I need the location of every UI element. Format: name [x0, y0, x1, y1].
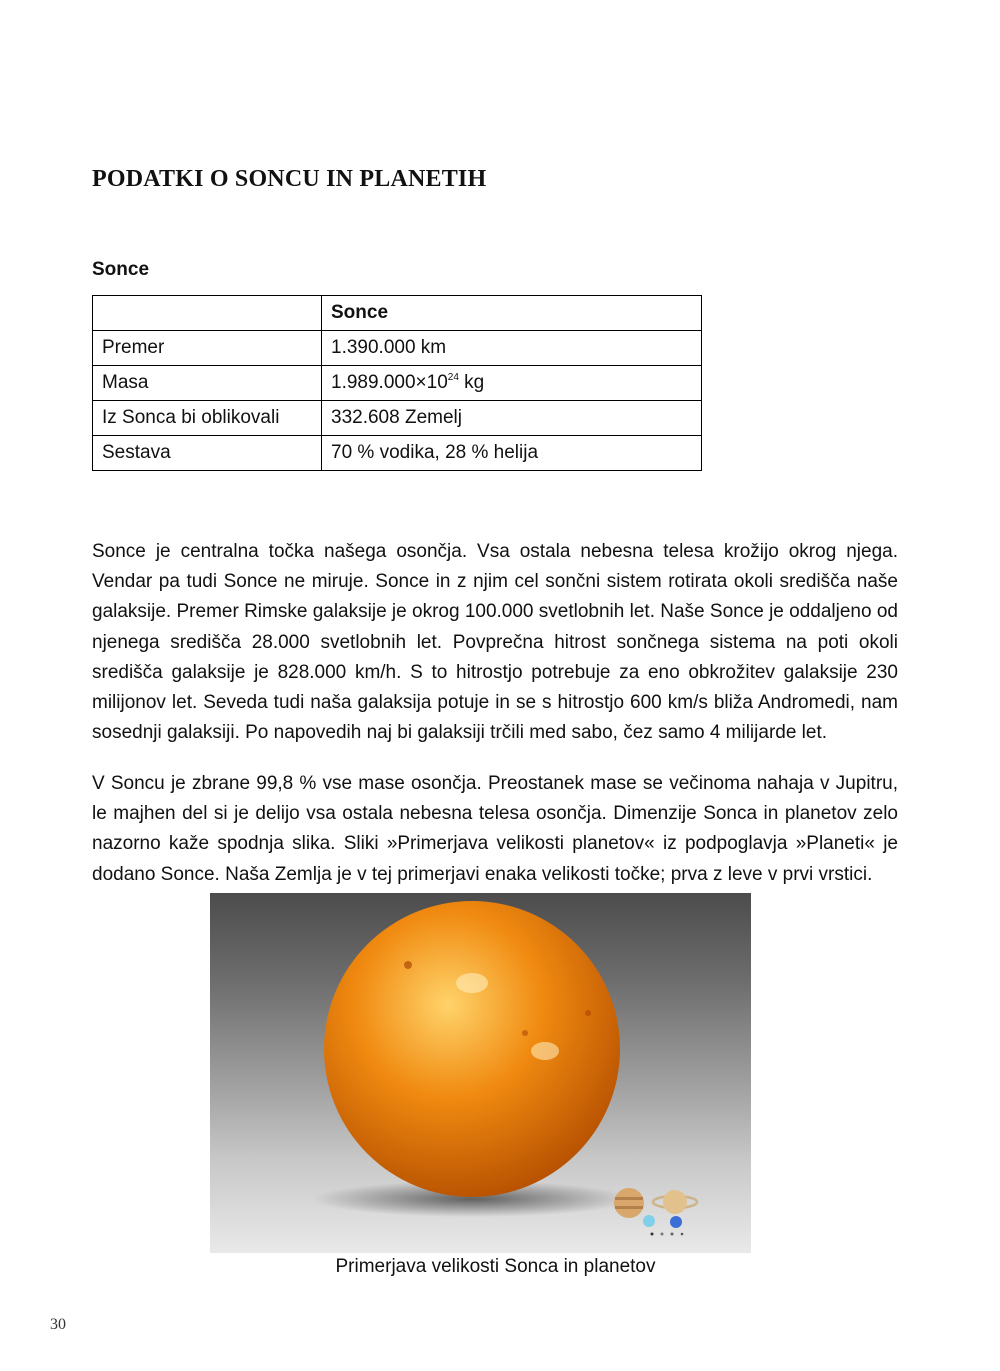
- sunspot: [522, 1030, 528, 1036]
- sun-flare: [531, 1042, 559, 1060]
- sun-planets-image: [210, 893, 751, 1253]
- page-title: PODATKI O SONCU IN PLANETIH: [92, 166, 487, 192]
- sun-facts-table: [92, 295, 702, 471]
- figure-caption: Primerjava velikosti Sonca in planetov: [335, 1256, 656, 1277]
- mass-value-prefix: 1.989.000×10: [331, 372, 448, 393]
- sunspot: [585, 1010, 591, 1016]
- section-title: Sonce: [92, 259, 150, 280]
- sun-sphere: [324, 901, 620, 1197]
- sun-flare: [456, 973, 488, 993]
- row-label: Sestava: [93, 436, 322, 471]
- jupiter-band: [615, 1206, 643, 1209]
- sunspot: [404, 961, 412, 969]
- table-header-empty: [93, 296, 322, 331]
- small-planet: [681, 1233, 684, 1236]
- row-label: Masa: [93, 366, 322, 401]
- small-planet: [651, 1233, 654, 1236]
- sun-planets-illustration: [210, 893, 751, 1253]
- row-value: 1.390.000 km: [322, 331, 702, 366]
- table-header-row: [93, 296, 702, 331]
- uranus-planet: [643, 1215, 655, 1227]
- jupiter-band: [615, 1197, 643, 1200]
- neptune-planet: [670, 1216, 682, 1228]
- table-row: [93, 366, 702, 401]
- body-paragraph: V Soncu je zbrane 99,8 % vse mase osončja. Preostanek mase se večinoma nahaja v Jupitru, le majhen del si je delijo vsa ostala nebesna telesa osončja. Dimenzije Sonca in planetov zelo nazorno kaže spodnja slika. Sliki »Primerjava velikosti planetov« iz podpoglavja »Planeti« je dodano Sonce. Naša Zemlja je v tej primerjavi enaka velikosti točke; prva z leve v prvi vrstici.: [92, 773, 898, 885]
- table-header-sun: Sonce: [322, 296, 702, 331]
- table-row: [93, 331, 702, 366]
- mass-unit: kg: [458, 372, 485, 393]
- page-number: 30: [50, 1316, 66, 1333]
- row-value: 70 % vodika, 28 % helija: [322, 436, 702, 471]
- row-label: Premer: [93, 331, 322, 366]
- mass-exponent: 24: [447, 372, 459, 383]
- row-label: Iz Sonca bi oblikovali: [93, 401, 322, 436]
- small-planet: [661, 1233, 664, 1236]
- table-row: [93, 436, 702, 471]
- table-row: [93, 401, 702, 436]
- row-value: [322, 366, 702, 401]
- body-paragraph: Sonce je centralna točka našega osončja. Vsa ostala nebesna telesa krožijo okrog njega. Vendar pa tudi Sonce ne miruje. Sonce in z njim cel sončni sistem rotirata okoli središča naše galaksije. Premer Rimske galaksije je okrog 100.000 svetlobnih let. Naše Sonce je oddaljeno od njenega središča 28.000 svetlobnih let. Povprečna hitrost sončnega sistema na poti okoli središča galaksije je 828.000 km/h. S to hitrostjo potrebuje za eno obkrožitev galaksije 230 milijonov let. Seveda tudi naša galaksija potuje in se s hitrostjo 600 km/s bliža Andromedi, nam sosednji galaksiji. Po napovedih naj bi galaksiji trčili med sabo, čez samo 4 milijarde let.: [92, 541, 898, 744]
- saturn-planet: [663, 1190, 687, 1214]
- small-planet: [671, 1233, 674, 1236]
- jupiter-planet: [614, 1188, 644, 1218]
- row-value: 332.608 Zemelj: [322, 401, 702, 436]
